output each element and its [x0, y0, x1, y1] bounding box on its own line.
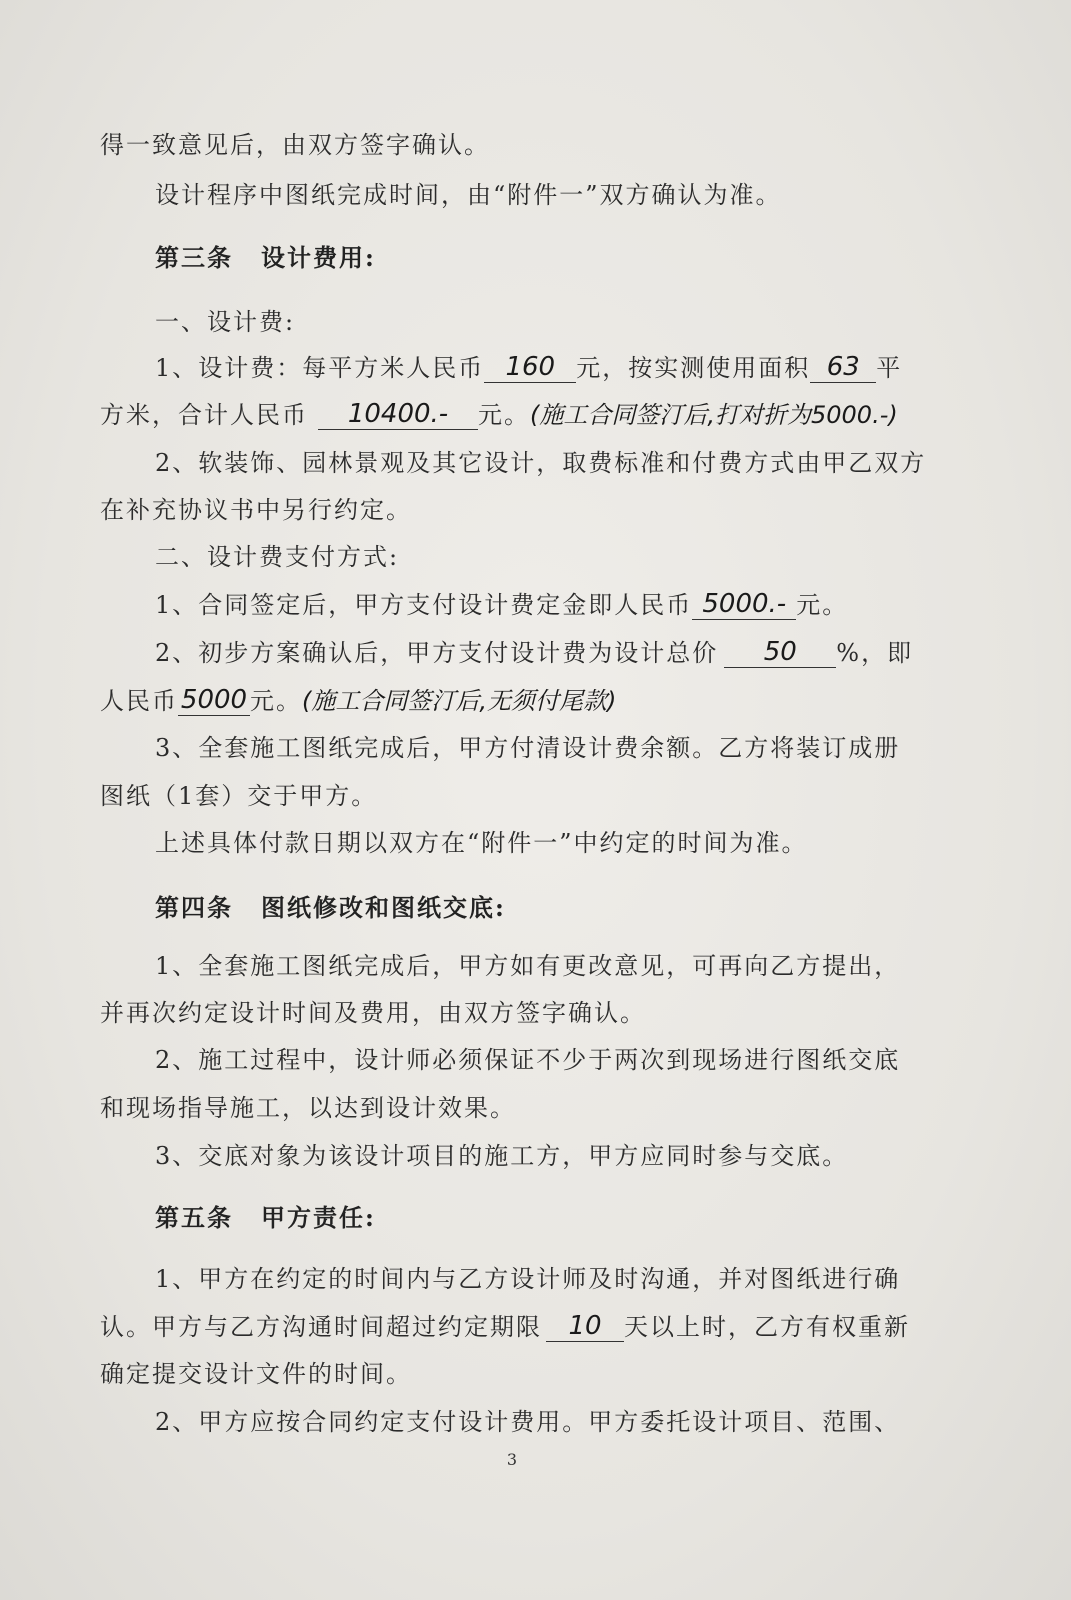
article5-item1-line1: 1、甲方在约定的时间内与乙方设计师及时沟通，并对图纸进行确 [155, 1265, 901, 1293]
article4-item3: 3、交底对象为该设计项目的施工方，甲方应同时参与交底。 [155, 1142, 849, 1170]
article5-item1-text: 认。甲方与乙方沟通时间超过约定期限 [100, 1313, 542, 1341]
article-number: 第五条 [155, 1203, 233, 1232]
article4-item2-line1: 2、施工过程中，设计师必须保证不少于两次到现场进行图纸交底 [155, 1046, 901, 1074]
payment-item3-line2: 图纸（1套）交于甲方。 [100, 782, 378, 810]
article5-item2: 2、甲方应按合同约定支付设计费用。甲方委托设计项目、范围、 [155, 1408, 901, 1436]
fee-item1-line2 [100, 399, 898, 431]
amount-value: 5000 [180, 685, 248, 715]
deposit-field [692, 589, 796, 620]
payment-item2-text: 人民币 [100, 687, 178, 715]
article4-item2-line2: 和现场指导施工，以达到设计效果。 [100, 1094, 516, 1122]
days-field [546, 1311, 624, 1342]
fee-item2-line1: 2、软装饰、园林景观及其它设计，取费标准和付费方式由甲乙双方 [155, 449, 927, 477]
payment-item2-text: 元。 [250, 687, 302, 715]
page-number: 3 [506, 1450, 518, 1469]
article-title: 甲方责任: [261, 1203, 376, 1232]
payment-date-note: 上述具体付款日期以双方在“附件一”中约定的时间为准。 [155, 829, 808, 857]
article4-heading [155, 892, 506, 924]
payment-item2-text: 2、初步方案确认后，甲方支付设计费为设计总价 [155, 639, 719, 667]
article5-item1-line3: 确定提交设计文件的时间。 [100, 1360, 412, 1388]
payment-item3-line1: 3、全套施工图纸完成后，甲方付清设计费余额。乙方将装订成册 [155, 734, 901, 762]
article4-item1-line2: 并再次约定设计时间及费用，由双方签字确认。 [100, 999, 646, 1027]
handwritten-balance-note: (施工合同签汀后,无须付尾款) [302, 687, 617, 715]
payment-item1-text: 1、合同签定后，甲方支付设计费定金即人民币 [155, 591, 693, 619]
continuation-line: 得一致意见后，由双方签字确认。 [100, 131, 490, 159]
area-field [810, 352, 876, 383]
fee-section-heading: 一、设计费: [155, 308, 296, 336]
schedule-note: 设计程序中图纸完成时间，由“附件一”双方确认为准。 [155, 181, 782, 209]
payment-item2-line1 [155, 637, 913, 669]
article4-item1-line1: 1、全套施工图纸完成后，甲方如有更改意见，可再向乙方提出， [155, 952, 901, 980]
unit-price-value: 160 [505, 352, 556, 382]
payment-section-heading: 二、设计费支付方式: [155, 543, 400, 571]
fee-item1-text: 元。 [478, 401, 530, 429]
handwritten-discount-note: (施工合同签汀后,打对折为5000.-) [530, 401, 898, 429]
fee-item1-text: 元，按实测使用面积 [576, 354, 811, 382]
fee-item1-line1 [155, 352, 902, 384]
area-value: 63 [826, 352, 860, 382]
deposit-value: 5000.- [702, 589, 787, 619]
unit-price-field [484, 352, 576, 383]
payment-item1-text: 元。 [796, 591, 849, 619]
article5-heading [155, 1202, 376, 1234]
article-number: 第四条 [155, 893, 233, 922]
amount-field [178, 685, 250, 716]
payment-item2-line2 [100, 685, 616, 717]
article-title: 图纸修改和图纸交底: [261, 893, 506, 922]
article5-item1-text: 天以上时，乙方有权重新 [624, 1313, 910, 1341]
fee-item1-text: 方米，合计人民币 [100, 401, 308, 429]
fee-item1-text: 1、设计费：每平方米人民币 [155, 354, 485, 382]
percent-field [724, 637, 836, 668]
article5-item1-line2 [100, 1311, 910, 1343]
article-title: 设计费用: [261, 243, 376, 272]
total-fee-field [318, 399, 478, 430]
total-fee-value: 10400.- [347, 399, 449, 429]
days-value: 10 [568, 1311, 602, 1341]
payment-item1 [155, 589, 848, 621]
article-number: 第三条 [155, 243, 233, 272]
payment-item2-text: %，即 [836, 639, 914, 667]
fee-item2-line2: 在补充协议书中另行约定。 [100, 496, 412, 524]
article3-heading [155, 242, 376, 274]
percent-value: 50 [763, 637, 797, 667]
fee-item1-text: 平 [876, 354, 903, 382]
